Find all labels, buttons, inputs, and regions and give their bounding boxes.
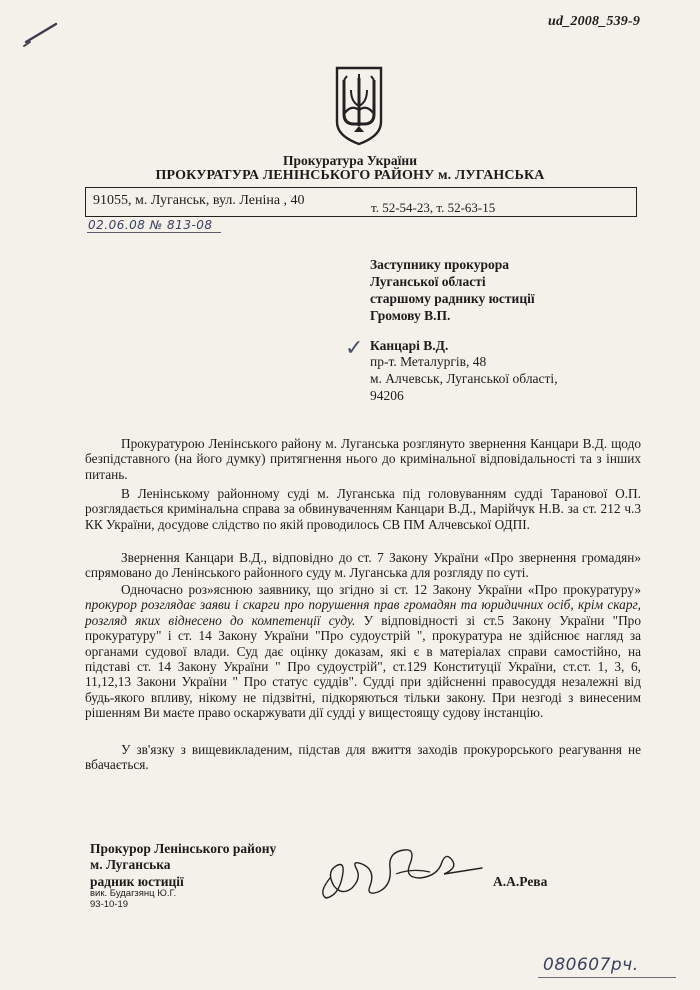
p4-italic-quote: прокурор розглядає заяви і скарги про порушення прав громадян та юридичних осіб, крім скарг, розгляд яких віднесено до компетенції суду.: [85, 597, 641, 628]
recipient-line: Заступнику прокурора: [370, 257, 510, 272]
signatory-title: [90, 841, 276, 890]
body-paragraph-3: Звернення Канцари В.Д., відповідно до ст. 7 Закону України «Про звернення громадян» спрямовано до Ленінського районного суду м. Луганська для розгляду по суті.: [85, 550, 641, 581]
handwritten-signature: [312, 838, 487, 903]
header-office: ПРОКУРАТУРА ЛЕНІНСЬКОГО РАЙОНУ м. ЛУГАНСЬКА: [155, 168, 545, 183]
recipient-line: старшому раднику юстиції: [370, 291, 535, 306]
executor-phone: 93-10-19: [90, 899, 129, 910]
p4-intro: Одночасно роз»яснюю заявнику, що згідно зі ст. 12 Закону України «Про прокуратуру»: [121, 582, 641, 597]
header-ministry: Прокуратура України: [283, 153, 417, 168]
addressee-line: м. Алчевськ, Луганської області,: [370, 371, 558, 386]
address-box: [85, 187, 637, 217]
addressee-line: пр-т. Металургів, 48: [370, 354, 487, 369]
office-address: 91055, м. Луганськ, вул. Леніна , 40: [93, 193, 305, 208]
body-paragraph-5: У зв'язку з вищевикладеним, підстав для вжиття заходів прокурорського реагування не вбачається.: [85, 742, 641, 773]
body-paragraph-2: В Ленінському районному суді м. Луганська під головуванням судді Таранової О.П. розглядається кримінальна справа за обвинуваченням Канцари В.Д., Марійчук Н.В. за ст. 212 ч.3 КК України, досудове слідство по якій проводилось СВ ПМ Алчевської ОДПІ.: [85, 486, 641, 532]
registration-underline: [87, 232, 221, 233]
trident-emblem-icon: [334, 66, 384, 146]
document-code: ud_2008_539-9: [548, 14, 641, 29]
office-phones: т. 52-54-23, т. 52-63-15: [371, 200, 496, 215]
executor-info: [90, 888, 176, 910]
executor-name: вик. Будагзянц Ю.Г.: [90, 888, 177, 899]
addressee-line: 94206: [370, 388, 404, 403]
note-underline: [538, 977, 676, 978]
pen-mark: [22, 18, 62, 48]
recipient-line: Луганської області: [370, 274, 486, 289]
recipient-block: [370, 256, 535, 324]
handwritten-note: 080607рч.: [543, 955, 639, 975]
addressee-address: [370, 353, 558, 404]
signatory-title-line: радник юстиції: [90, 873, 184, 889]
addressee-name: Канцарі В.Д.: [370, 338, 449, 353]
signatory-title-line: Прокурор Ленінського району: [90, 841, 277, 856]
p4-rest: У відповідності зі ст.5 Закону України "Про прокуратуру" і ст. 14 Закону України "Про судоустрій ", прокуратура не здійснює нагляд за органами судової влади. Суд дає оцінку доказам, які є в матеріалах справи самостійно, на підставі ст. 14 Закону України " Про судоустрій", ст.129 Конституції України, ст.ст. 1, 3, 6, 11,12,13 Закони України " Про статус суддів". Судді при здійсненні правосуддя незалежні від будь-якого впливу, нікому не підзвітні, підкоряються тільки закону. При незгоді з винесеним рішенням Ви маєте право оскаржувати дії судді у вищестоящу судову інстанцію.: [85, 612, 641, 721]
body-paragraph-1: Прокуратурою Ленінського району м. Луганська розглянуто звернення Канцари В.Д. щодо безпідставного (на його думку) притягнення нього до кримінальної відповідальності та з інших питань.: [85, 436, 641, 482]
recipient-line: Громову В.П.: [370, 308, 451, 323]
signatory-title-line: м. Луганська: [90, 857, 171, 873]
registration-number: 02.06.08 № 813-08: [88, 218, 213, 232]
check-mark-icon: ✓: [345, 336, 364, 361]
signer-name: А.А.Рева: [493, 874, 548, 889]
body-paragraph-4: [85, 582, 641, 721]
